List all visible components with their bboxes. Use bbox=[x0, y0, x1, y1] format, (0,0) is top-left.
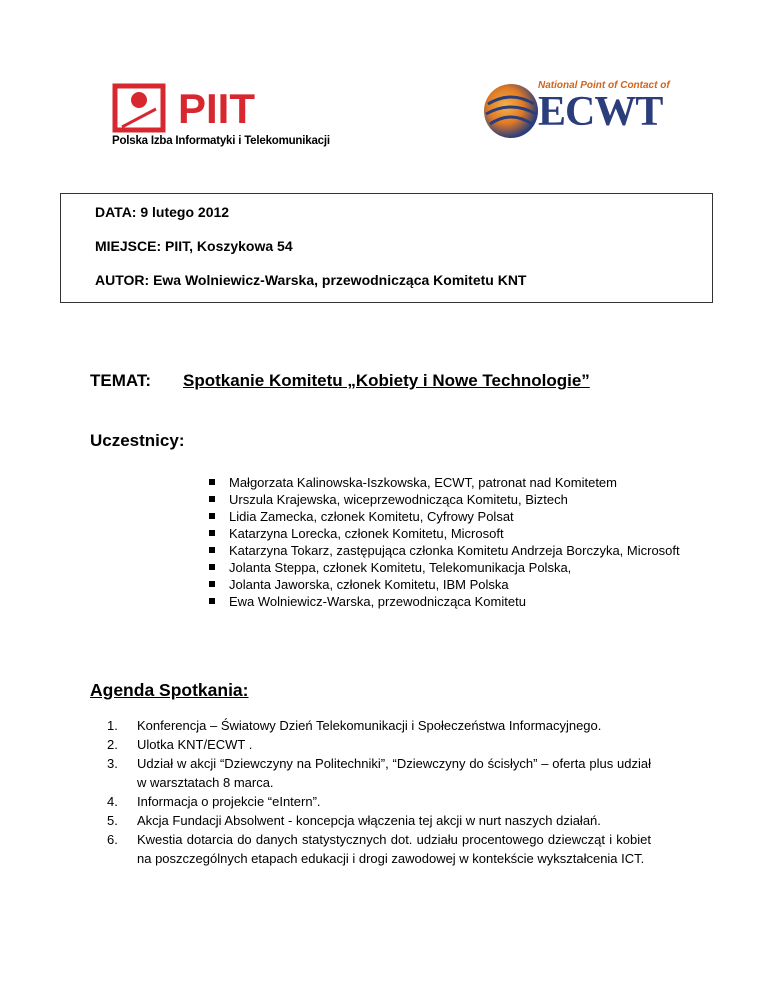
bullet-icon bbox=[209, 598, 215, 604]
globe-icon bbox=[482, 82, 540, 140]
list-item: Jolanta Jaworska, członek Komitetu, IBM Polska bbox=[207, 576, 687, 593]
piit-emblem-icon bbox=[112, 83, 352, 133]
topic-title: Spotkanie Komitetu „Kobiety i Nowe Technologie” bbox=[183, 371, 590, 390]
meeting-author: AUTOR: Ewa Wolniewicz-Warska, przewodnicząca Komitetu KNT bbox=[95, 272, 527, 288]
list-item: Katarzyna Tokarz, zastępująca członka Komitetu Andrzeja Borczyka, Microsoft bbox=[207, 542, 687, 559]
agenda-heading: Agenda Spotkania: bbox=[90, 680, 249, 700]
list-item: 5. Akcja Fundacji Absolwent - koncepcja włączenia tej akcji w nurt naszych działań. bbox=[107, 813, 601, 828]
participants-list bbox=[207, 474, 687, 610]
list-item: Jolanta Steppa, członek Komitetu, Telekomunikacja Polska, bbox=[207, 559, 687, 576]
list-item: Lidia Zamecka, członek Komitetu, Cyfrowy Polsat bbox=[207, 508, 687, 525]
bullet-icon bbox=[209, 530, 215, 536]
topic-label: TEMAT: bbox=[90, 371, 152, 390]
ecwt-logo bbox=[482, 80, 682, 140]
agenda-list bbox=[107, 716, 651, 868]
list-item: Katarzyna Lorecka, członek Komitetu, Microsoft bbox=[207, 525, 687, 542]
bullet-icon bbox=[209, 513, 215, 519]
piit-wordmark: PIIT bbox=[178, 85, 256, 132]
participants-heading: Uczestnicy: bbox=[90, 431, 185, 450]
bullet-icon bbox=[209, 479, 215, 485]
list-item: Urszula Krajewska, wiceprzewodnicząca Komitetu, Biztech bbox=[207, 491, 687, 508]
list-item: 2. Ulotka KNT/ECWT . bbox=[107, 737, 253, 752]
ecwt-tagline: National Point of Contact of bbox=[538, 80, 670, 91]
meeting-place: MIEJSCE: PIIT, Koszykowa 54 bbox=[95, 238, 293, 254]
meeting-info-box bbox=[60, 193, 713, 303]
bullet-icon bbox=[209, 564, 215, 570]
bullet-icon bbox=[209, 496, 215, 502]
list-item: 6. Kwestia dotarcia do danych statystycznych dot. udziału procentowego dziewcząt i kobiet na poszczególnych etapach edukacji i drogi zawodowej w kontekście wykształcenia ICT. bbox=[107, 832, 651, 866]
list-item: 4. Informacja o projekcie “eIntern”. bbox=[107, 794, 321, 809]
ecwt-wordmark: ECWT bbox=[538, 89, 663, 135]
list-item: 1. Konferencja – Światowy Dzień Telekomunikacji i Społeczeństwa Informacyjnego. bbox=[107, 718, 602, 733]
list-item: 3. Udział w akcji “Dziewczyny na Politechniki”, “Dziewczyny do ścisłych” – oferta plus udział w warsztatach 8 marca. bbox=[107, 756, 651, 790]
list-item: Małgorzata Kalinowska-Iszkowska, ECWT, patronat nad Komitetem bbox=[207, 474, 687, 491]
bullet-icon bbox=[209, 581, 215, 587]
piit-logo bbox=[112, 83, 352, 155]
list-item: Ewa Wolniewicz-Warska, przewodnicząca Komitetu bbox=[207, 593, 687, 610]
piit-subtitle: Polska Izba Informatyki i Telekomunikacji bbox=[112, 135, 330, 147]
meeting-date: DATA: 9 lutego 2012 bbox=[95, 204, 230, 220]
bullet-icon bbox=[209, 547, 215, 553]
